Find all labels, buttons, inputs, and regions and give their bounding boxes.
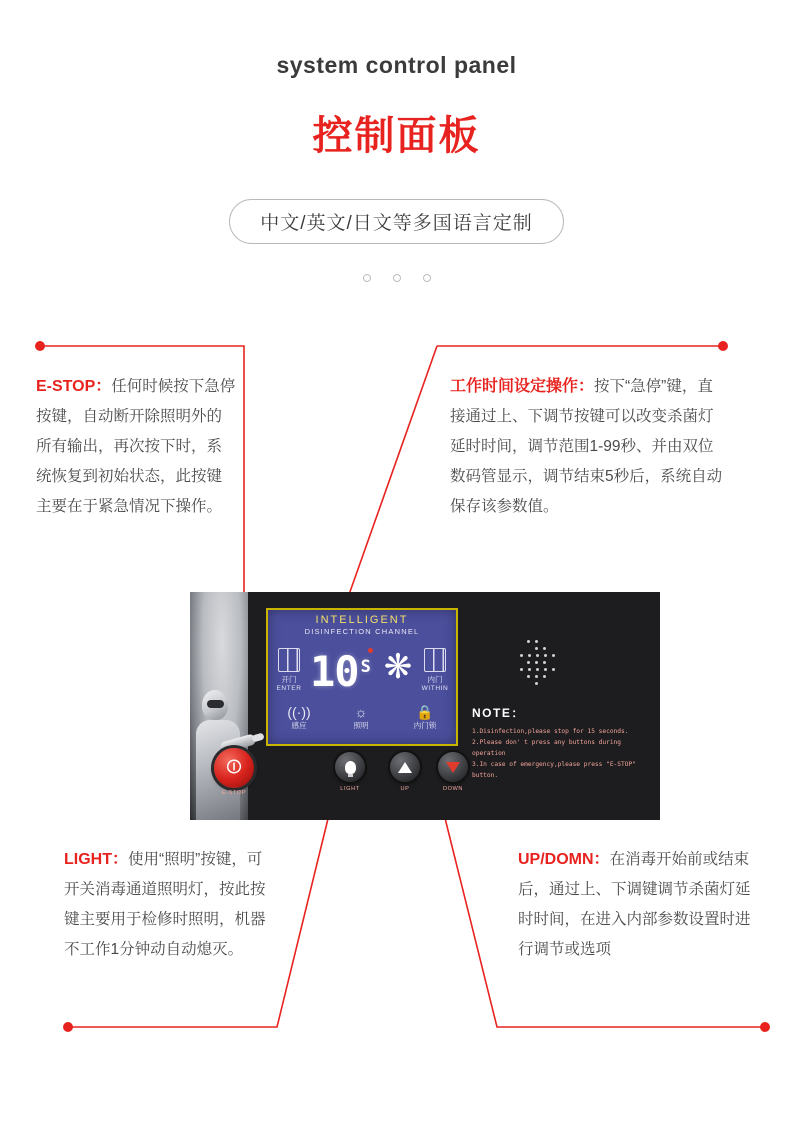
lcd-status-dot-icon [368, 648, 373, 653]
lcd-indicator-lamp [340, 704, 382, 731]
page-title-en: system control panel [276, 52, 517, 78]
control-panel-photo [190, 592, 660, 820]
lcd-title: INTELLIGENT [315, 614, 409, 626]
lcd-door-right [420, 648, 450, 692]
triangle-down-icon [446, 762, 460, 773]
speaker-grille-icon [515, 640, 559, 684]
callout-light-lead: LIGHT： [64, 851, 128, 868]
lcd-indicator-lamp-label: 照明 [353, 721, 369, 730]
panel-note-line: 2.Please don' t press any buttons during operation [472, 739, 622, 757]
lcd-display [266, 608, 458, 746]
badge-wrapper [0, 199, 793, 244]
callout-light-text: 使用“照明”按键，可开关消毒通道照明灯，按此按键主要用于检修时照明，机器不工作1分钟动自动熄灭。 [64, 851, 266, 958]
panel-note-line: 3.In case of emergency,please press "E-STOP" button. [472, 761, 636, 779]
callout-up-down-text: 在消毒开始前或结束后，通过上、下调键调节杀菌灯延时时间，在进入内部参数设置时进行调节或选项 [518, 851, 751, 958]
lock-icon: 🔒 [416, 704, 434, 720]
panel-note-line: 1.Disinfection,please stop for 15 seconds. [472, 728, 629, 735]
lamp-icon: ☼ [354, 704, 368, 720]
dot-icon [363, 274, 371, 282]
lcd-indicator-sensor [278, 704, 320, 731]
lcd-main-row [268, 646, 456, 708]
lcd-countdown-value: 10 [310, 647, 359, 696]
lcd-indicator-row [268, 704, 456, 742]
down-button-label: DOWN [442, 786, 464, 792]
dot-icon [393, 274, 401, 282]
callout-work-time-lead: 工作时间设定操作： [450, 378, 595, 395]
lcd-door-left [274, 648, 304, 692]
panel-note-title: NOTE： [472, 706, 525, 720]
callout-up-down-lead: UP/DOMN： [518, 851, 610, 868]
lcd-door-left-label-cn: 开门 [281, 675, 297, 684]
lcd-door-right-label-en: WITHIN [421, 685, 449, 692]
bulb-icon [345, 761, 356, 774]
callout-estop-lead: E-STOP： [36, 378, 112, 395]
down-button[interactable] [438, 752, 468, 782]
lcd-subtitle: DISINFECTION CHANNEL [304, 627, 420, 636]
lcd-countdown-unit: S [360, 657, 370, 677]
fan-icon: ❋ [383, 648, 413, 686]
door-icon [278, 648, 300, 672]
triangle-up-icon [398, 762, 412, 773]
callout-estop-text: 任何时候按下急停按键，自动断开除照明外的所有输出，再次按下时，系统恢复到初始状态，此按键主要在于紧急情况下操作。 [36, 378, 236, 515]
callout-estop [36, 372, 236, 522]
up-button-label: UP [400, 786, 410, 792]
lcd-indicator-lock-label: 内门锁 [413, 721, 437, 730]
robot-visor [207, 700, 224, 708]
door-icon [424, 648, 446, 672]
up-button[interactable] [390, 752, 420, 782]
sensor-wave-icon: ((·)) [287, 704, 311, 720]
lcd-indicator-lock [404, 704, 446, 731]
robot-finger [251, 732, 264, 742]
callout-work-time [450, 372, 728, 522]
page-title-cn: 控制面板 [312, 114, 481, 158]
callout-light [64, 845, 276, 965]
e-stop-button[interactable]: ⏼ [214, 748, 254, 788]
lcd-door-left-label-en: ENTER [276, 685, 302, 692]
e-stop-button-label: E-STOP [221, 790, 247, 796]
lcd-door-right-label-cn: 内门 [427, 675, 443, 684]
dot-icon [423, 274, 431, 282]
lcd-countdown [310, 644, 370, 695]
callout-work-time-text: 按下“急停”键，直接通过上、下调节按键可以改变杀菌灯延时时间，调节范围1-99秒、并由双位数码管显示，调节结束5秒后，系统自动保存该参数值。 [450, 378, 723, 515]
panel-note-lines [472, 726, 652, 781]
light-button-label: LIGHT [340, 786, 360, 792]
language-badge: 中文/英文/日文等多国语言定制 [229, 199, 564, 244]
light-button[interactable] [335, 752, 365, 782]
lcd-indicator-sensor-label: 感应 [291, 721, 307, 730]
callout-up-down [518, 845, 756, 965]
decorative-dots [0, 274, 793, 282]
page-header [0, 0, 793, 282]
